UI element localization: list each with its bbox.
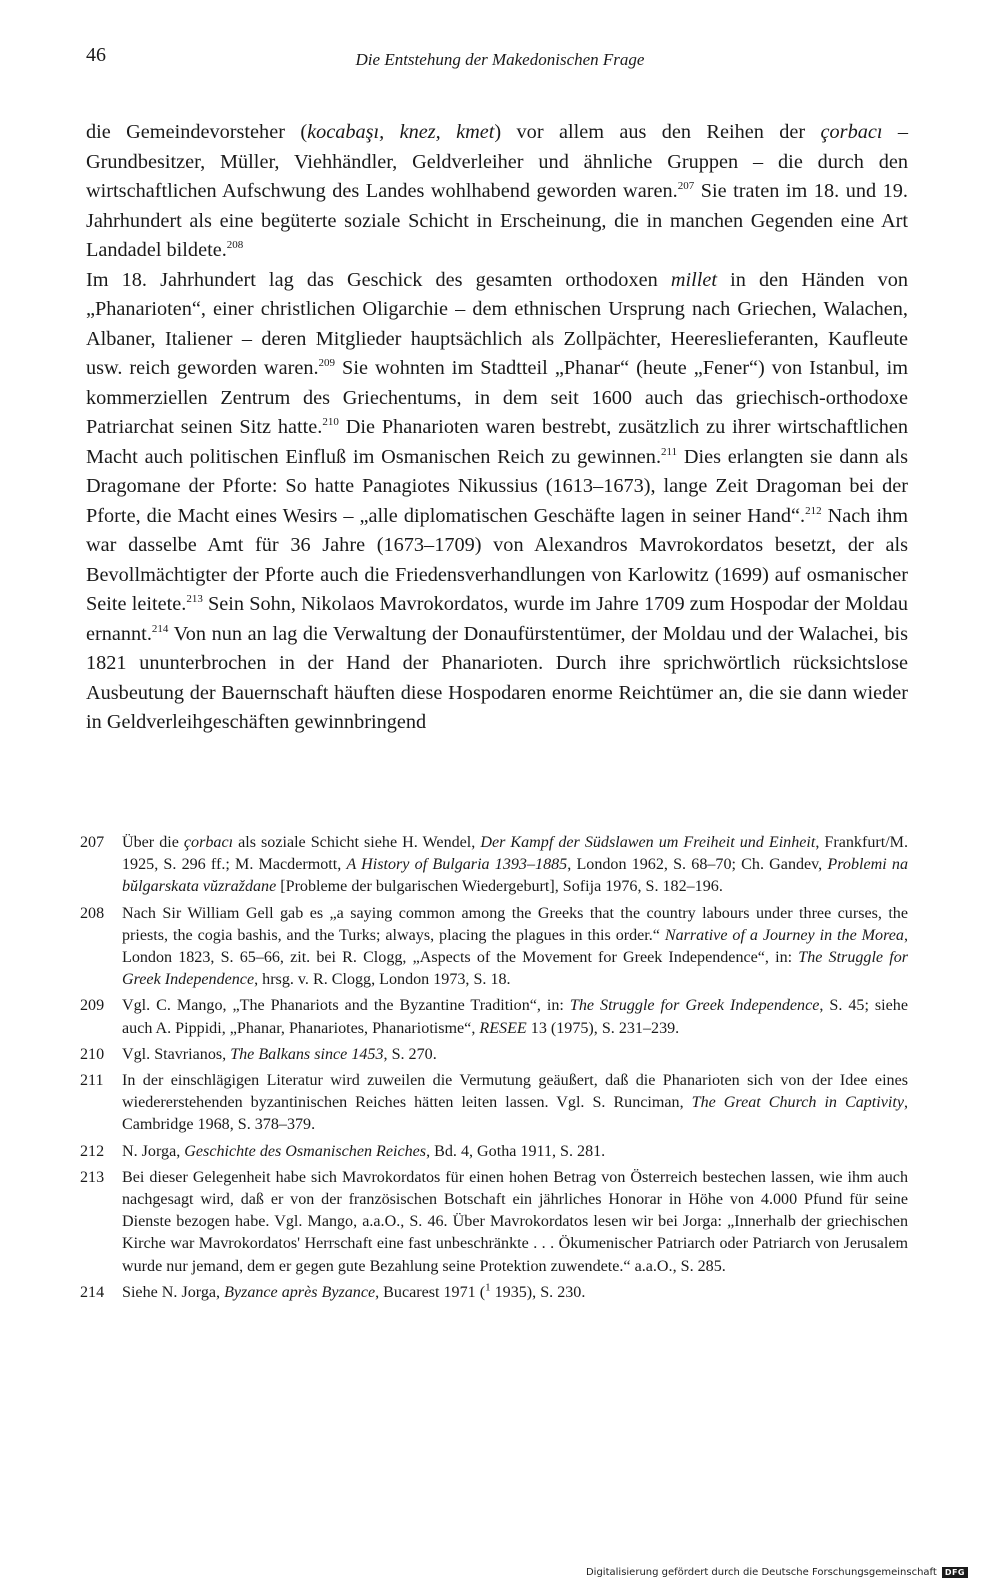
footnote-number: 212: [80, 1142, 105, 1160]
text-segment: Im 18. Jahrhundert lag das Geschick des gesamten orthodoxen: [86, 268, 671, 291]
text-segment: Über die: [122, 834, 184, 851]
text-segment: , S. 270.: [383, 1045, 437, 1063]
book-title: The Struggle for Greek Independence: [569, 997, 820, 1015]
footnote-text: Bei dieser Gelegenheit habe sich Mavrokordatos für einen hohen Betrag von Österreich bestechen lassen, wie ihm auch nachgesagt wird, daß er von der französischen Botschaft ein jährliches Honorar in Höhe von 4.000 Pfund für seine Dienste bezogen habe. Vgl. Mango, a.a.O., S. 46. Über Mavrokordatos lesen wir bei Jorga: „Innerhalb der griechischen Kirche war Mavrokordatos' Herrschaft eine fast unbeschränkte . . . Ökumenischer Patriarch oder Patriarch von Jerusalem wurde nur jemand, dem er gegen gute Bezahlung seine Protektion zuwendete.“ a.a.O., S. 285.: [122, 1168, 908, 1275]
footnote-text: [122, 903, 908, 992]
footnote-ref: 214: [151, 622, 169, 635]
italic-term: kocabaşı, knez, kmet: [307, 121, 495, 143]
italic-term: çorbacı: [820, 121, 883, 143]
text-segment: Nach ihm war dasselbe Amt für 36 Jahre (1673–1709) von Alexandros Mavrokordatos besetzt, der als Bevollmächtigter der Pforte auch die Friedensverhandlungen von Karlowitz (1699) auf osmanischer Seite leitete.: [86, 504, 908, 615]
text-segment: Sie traten im 18. und 19. Jahrhundert als eine begüterte soziale Schicht in Erscheinung, die in manchen Gegenden eine Art Landadel bildete.: [86, 180, 908, 261]
footnote-number: 208: [80, 904, 105, 922]
footnote-210: [80, 1044, 908, 1066]
footnote-number: 213: [80, 1168, 105, 1186]
footnote-number: 210: [80, 1045, 105, 1063]
book-title: Geschichte des Osmanischen Reiches: [184, 1142, 427, 1160]
italic-term: çorbacı: [183, 834, 234, 851]
text-segment: – Grundbesitzer, Müller, Viehhändler, Geldverleiher und ähnliche Gruppen – die durch den wirtschaftlichen Aufschwung des Landes wohlhabend geworden waren.: [86, 121, 908, 202]
text-segment: ) vor allem aus den Reihen der: [494, 121, 821, 143]
book-title: A History of Bulgaria 1393–1885: [346, 856, 568, 874]
text-segment: 1935), S. 230.: [490, 1283, 586, 1301]
footnote-text: [122, 1070, 908, 1137]
text-segment: als soziale Schicht siehe H. Wendel,: [233, 834, 481, 851]
footnote-ref: 207: [677, 180, 695, 193]
text-segment: , hrsg. v. R. Clogg, London 1973, S. 18.: [254, 971, 511, 989]
italic-term: millet: [670, 268, 718, 291]
journal-title: RESEE: [479, 1019, 527, 1037]
edition-superscript: 1: [485, 1281, 491, 1294]
text-segment: Nach Sir William Gell gab es „a saying common among the Greeks that the country labours under three curses, the priests, the cogia bashis, and the Turks; always, placing the plagues in this order.“: [122, 904, 908, 944]
paragraph-2: [86, 266, 908, 738]
text-segment: , Frankfurt/M. 1925, S. 296 ff.; M. Macdermott,: [122, 834, 909, 874]
book-title: Byzance après Byzance: [224, 1283, 376, 1301]
dfg-logo-icon: DFG: [942, 1567, 968, 1578]
footnote-211: [80, 1070, 908, 1137]
text-segment: Vgl. C. Mango, „The Phanariots and the Byzantine Tradition“, in:: [122, 997, 570, 1015]
footnote-ref: 210: [322, 416, 339, 429]
digitization-footer: [586, 1567, 968, 1578]
footnote-text: [122, 1282, 908, 1304]
text-segment: 13 (1975), S. 231–239.: [526, 1019, 680, 1037]
running-head: Die Entstehung der Makedonischen Frage: [355, 50, 645, 69]
text-segment: Die Phanarioten waren bestrebt, zusätzlich zu ihrer wirtschaftlichen Macht auch politischen Einfluß im Osmanischen Reich zu gewinnen.: [86, 416, 908, 468]
text-segment: Sein Sohn, Nikolaos Mavrokordatos, wurde im Jahre 1709 zum Hospodar der Moldau ernannt.: [86, 593, 908, 645]
footnote-number: 214: [80, 1283, 105, 1301]
body-text: [86, 118, 908, 738]
page-number: 46: [86, 44, 106, 66]
book-title: Problemi na bŭlgarskata vŭzraždane: [122, 856, 908, 896]
footnote-ref: 213: [186, 593, 203, 606]
text-segment: N. Jorga,: [122, 1142, 185, 1160]
book-title: The Great Church in Captivity: [691, 1094, 904, 1112]
paragraph-1: [86, 118, 908, 266]
text-segment: Dies erlangten sie dann als Dragomane der Pforte: So hatte Panagiotes Nikussius (1613–1673), lange Zeit Dragoman bei der Pforte, die Macht eines Wesirs – „alle diplomatischen Geschäfte lagen in seiner Hand“.: [86, 445, 908, 527]
footnote-number: 211: [80, 1072, 104, 1090]
text-segment: , Cambridge 1968, S. 378–379.: [122, 1094, 908, 1134]
footnote-212: [80, 1141, 908, 1163]
text-segment: , London 1962, S. 68–70; Ch. Gandev,: [567, 856, 828, 874]
text-segment: Siehe N. Jorga,: [122, 1283, 225, 1301]
footnote-207: [80, 832, 908, 899]
footnotes: [80, 832, 908, 1308]
text-segment: , London 1823, S. 65–66, zit. bei R. Clogg, „Aspects of the Movement for Greek Independence“, in:: [122, 926, 908, 967]
text-segment: die Gemeindevorsteher (: [86, 121, 308, 143]
text-segment: [Probleme der bulgarischen Wiedergeburt], Sofija 1976, S. 182–196.: [276, 878, 723, 896]
book-title: Der Kampf der Südslawen um Freiheit und Einheit: [480, 834, 816, 851]
book-title: Narrative of a Journey in the Morea: [664, 926, 904, 944]
footnote-209: [80, 995, 908, 1039]
footnote-text: [122, 1044, 908, 1066]
footnote-ref: 211: [661, 445, 678, 458]
book-title: The Struggle for Greek Independence: [122, 949, 909, 989]
footnote-ref: 208: [226, 239, 244, 252]
text-segment: Vgl. Stavrianos,: [122, 1045, 231, 1063]
footnote-text: [122, 832, 908, 899]
text-segment: In der einschlägigen Literatur wird zuweilen die Vermutung geäußert, daß die Phanarioten sich von der Idee eines wiedererstehenden byzantinischen Reiches hätten leiten lassen. Vgl. S. Runciman,: [122, 1072, 908, 1112]
footnote-ref: 212: [805, 504, 822, 517]
text-segment: in den Händen von „Phanarioten“, einer christlichen Oligarchie – dem ethnischen Ursprung nach Griechen, Walachen, Albaner, Italiener – deren Mitglieder hauptsächlich als Zollpächter, Heereslieferanten, Kaufleute usw. reich geworden waren.: [86, 268, 908, 379]
footnote-number: 207: [80, 834, 105, 851]
text-segment: Von nun an lag die Verwaltung der Donaufürstentümer, der Moldau und der Walachei, bis 1821 ununterbrochen in der Hand der Phanarioten. Durch ihre sprichwörtlich rücksichtslose Ausbeutung der Bauernschaft häuften diese Hospodaren enorme Reichtümer an, die sie dann wieder in Geldverleihgeschäften gewinnbringend: [86, 622, 908, 733]
footnote-text: [122, 995, 908, 1039]
footnote-214: [80, 1282, 908, 1304]
book-title: The Balkans since 1453: [230, 1045, 384, 1063]
text-segment: , Bd. 4, Gotha 1911, S. 281.: [426, 1142, 606, 1160]
text-segment: Sie wohnten im Stadtteil „Phanar“ (heute „Fener“) von Istanbul, im kommerziellen Zentrum des Griechentums, in dem seit 1600 auch das griechisch-orthodoxe Patriarchat seinen Sitz hatte.: [86, 357, 908, 438]
footnote-text: [122, 1141, 908, 1163]
footnote-208: [80, 903, 908, 992]
text-segment: , Bucarest 1971 (: [375, 1283, 486, 1301]
digitization-note: Digitalisierung gefördert durch die Deutsche Forschungsgemeinschaft: [585, 1567, 937, 1578]
footnote-number: 209: [80, 997, 105, 1015]
footnote-213: [80, 1167, 908, 1278]
footnote-ref: 209: [318, 357, 336, 370]
text-segment: , S. 45; siehe auch A. Pippidi, „Phanar, Phanariotes, Phanariotisme“,: [122, 997, 908, 1037]
